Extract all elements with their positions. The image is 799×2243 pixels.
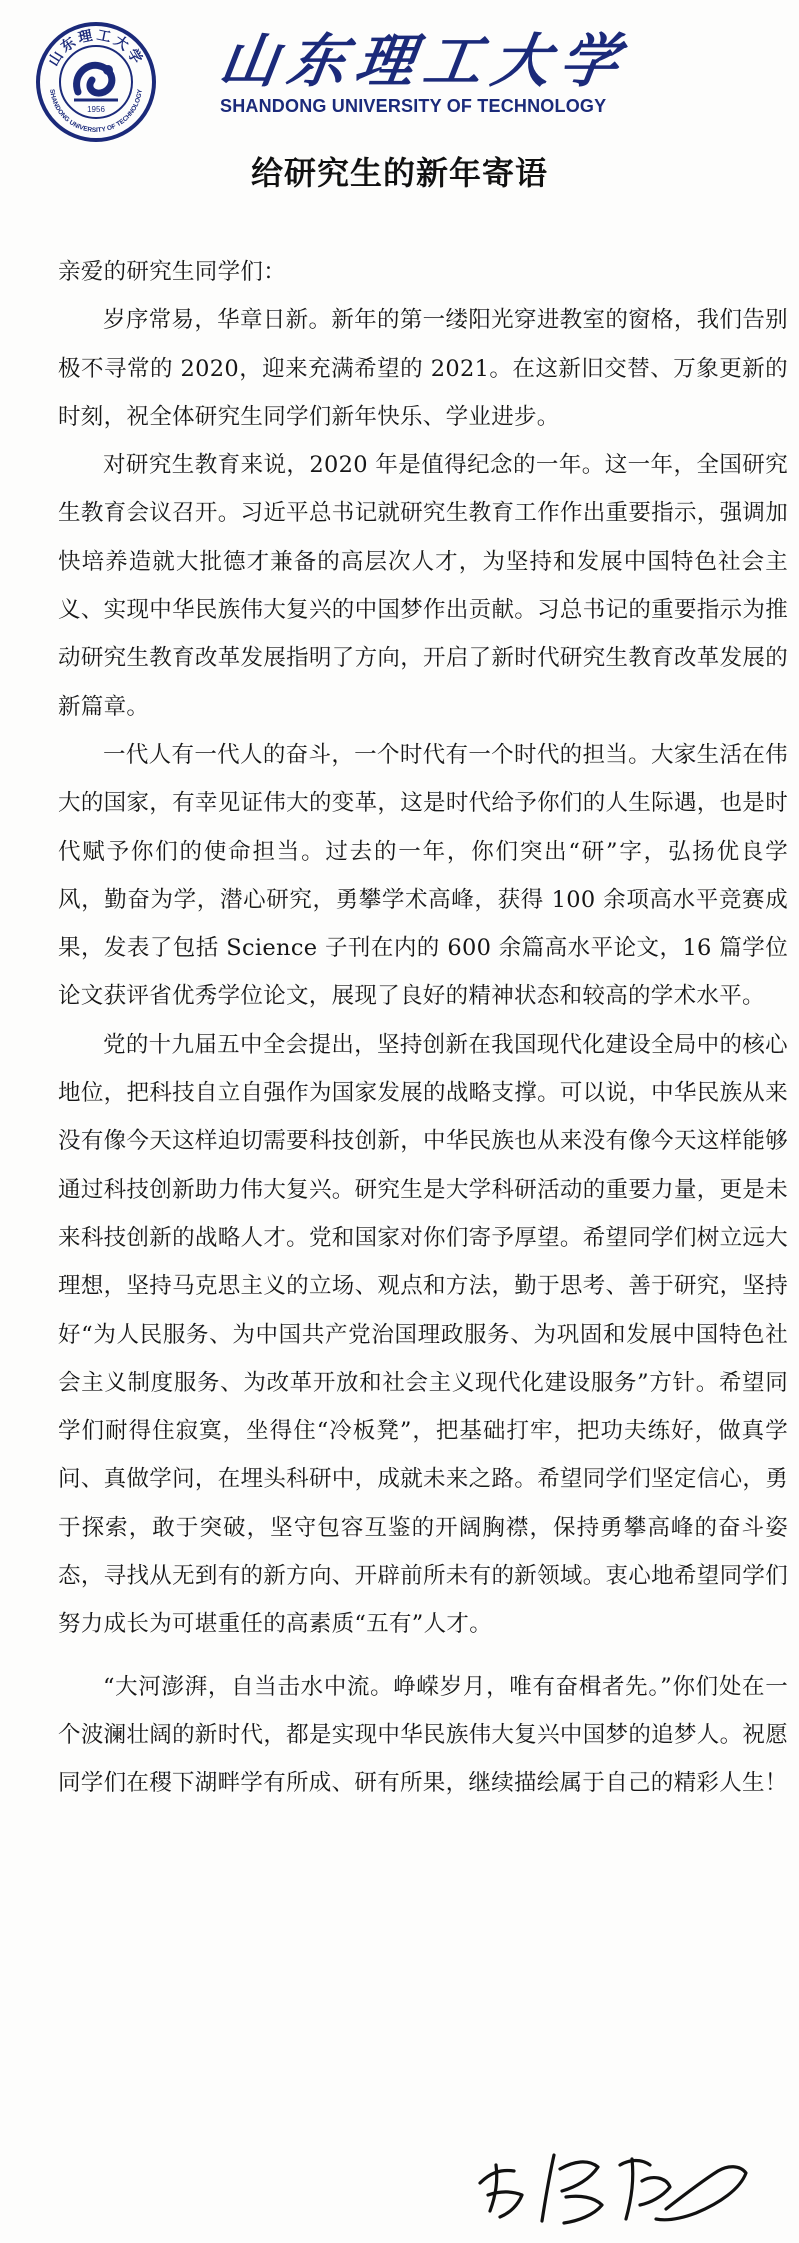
handwritten-signature	[470, 2125, 760, 2235]
paragraph-1: 岁序常易，华章日新。新年的第一缕阳光穿进教室的窗格，我们告别极不寻常的 2020，迎来充满希望的 2021。在这新旧交替、万象更新的时刻，祝全体研究生同学们新年快乐、学业进步。	[58, 307, 788, 430]
university-name-en: SHANDONG UNIVERSITY OF TECHNOLOGY	[220, 96, 607, 116]
university-name-cn: 山东理工大学	[215, 27, 633, 95]
paragraph-2: 对研究生教育来说，2020 年是值得纪念的一年。这一年，全国研究生教育会议召开。习近平总书记就研究生教育工作作出重要指示，强调加快培养造就大批德才兼备的高层次人才，为坚持和发展中国特色社会主义、实现中华民族伟大复兴的中国梦作出贡献。习总书记的重要指示为推动研究生教育改革发展指明了方向，开启了新时代研究生教育改革发展的新篇章。	[58, 452, 788, 720]
seal-year: 1956	[87, 105, 105, 114]
letter-title: 给研究生的新年寄语	[250, 154, 548, 192]
paragraph-5: “大河澎湃，自当击水中流。峥嵘岁月，唯有奋楫者先。”你们处在一个波澜壮阔的新时代，都是实现中华民族伟大复兴中国梦的追梦人。祝愿同学们在稷下湖畔学有所成、研有所果，继续描绘属于自己的精彩人生！	[58, 1673, 788, 1797]
paragraph-4: 党的十九届五中全会提出，坚持创新在我国现代化建设全局中的核心地位，把科技自立自强作为国家发展的战略支撑。可以说，中华民族从来没有像今天这样迫切需要科技创新，中华民族也从来没有像今天这样能够通过科技创新助力伟大复兴。研究生是大学科研活动的重要力量，更是未来科技创新的战略人才。党和国家对你们寄予厚望。希望同学们树立远大理想，坚持马克思主义的立场、观点和方法，勤于思考、善于研究，坚持好“为人民服务、为中国共产党治国理政服务、为巩固和发展中国特色社会主义制度服务、为改革开放和社会主义现代化建设服务”方针。希望同学们耐得住寂寞，坐得住“冷板凳”，把基础打牢，把功夫练好，做真学问、真做学问，在埋头科研中，成就未来之路。希望同学们坚定信心，勇于探索，敢于突破，坚守包容互鉴的开阔胸襟，保持勇攀高峰的奋斗姿态，寻找从无到有的新方向、开辟前所未有的新领域。衷心地希望同学们努力成长为可堪重任的高素质“五有”人才。	[58, 1031, 788, 1638]
letterhead	[30, 18, 770, 138]
letter-body	[58, 248, 788, 1808]
paragraph-3: 一代人有一代人的奋斗，一个时代有一个时代的担当。大家生活在伟大的国家，有幸见证伟大的变革，这是时代给予你们的人生际遇，也是时代赋予你们的使命担当。过去的一年，你们突出“研”字，弘扬优良学风，勤奋为学，潜心研究，勇攀学术高峰，获得 100 余项高水平竞赛成果，发表了包括 Science 子刊在内的 600 余篇高水平论文，16 篇学位论文获评省优秀学位论文，展现了良好的精神状态和较高的学术水平。	[58, 741, 788, 1010]
seal-en-text: SHANDONG UNIVERSITY OF TECHNOLOGY	[48, 88, 144, 135]
university-wordmark	[215, 27, 640, 148]
university-seal-logo	[34, 20, 158, 144]
seal-cn-text: 山东理工大学	[45, 27, 147, 70]
salutation: 亲爱的研究生同学们：	[58, 259, 287, 285]
